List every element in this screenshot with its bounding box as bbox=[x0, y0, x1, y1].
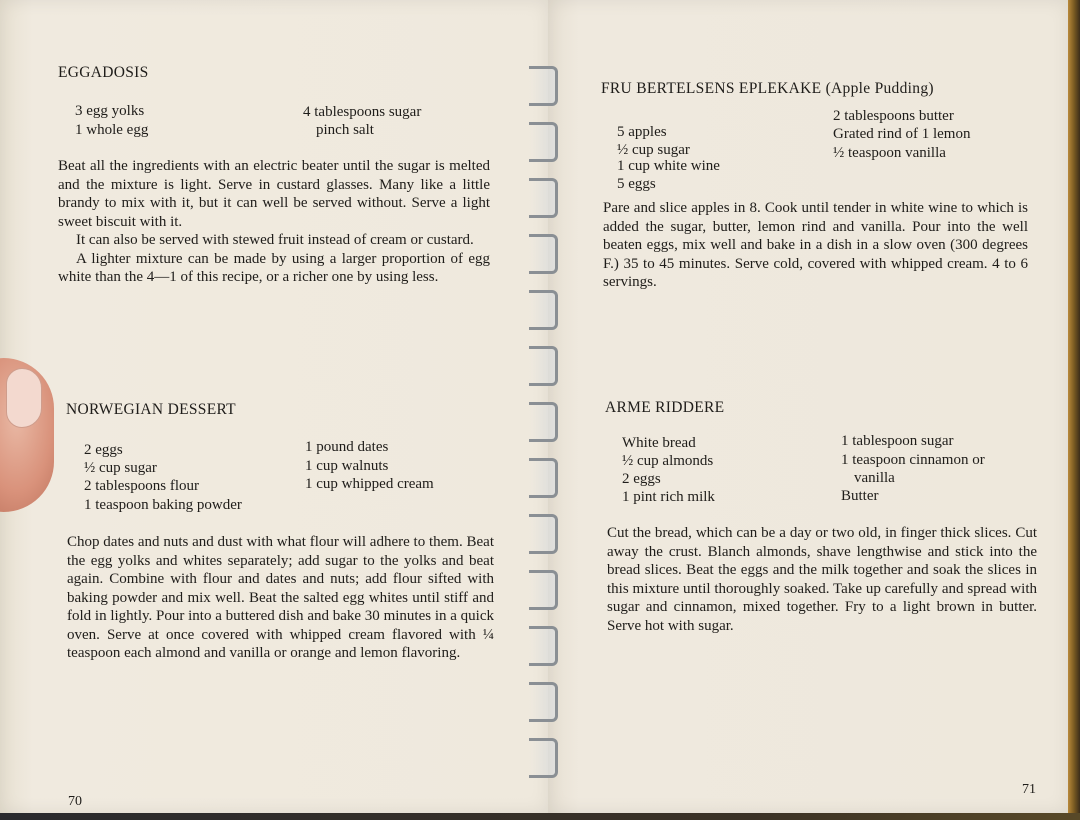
recipe-instructions-norwegian-dessert bbox=[67, 533, 494, 663]
ingredient: ½ cup sugar bbox=[617, 142, 690, 158]
binding-ring bbox=[529, 738, 558, 778]
binding-ring bbox=[529, 682, 558, 722]
ingredient: 2 eggs bbox=[622, 471, 661, 487]
binding-ring bbox=[529, 570, 558, 610]
instruction-paragraph: It can also be served with stewed fruit instead of cream or custard. bbox=[76, 232, 474, 248]
binding-ring bbox=[529, 234, 558, 274]
binding-ring bbox=[529, 66, 558, 106]
instruction-paragraph: Cut the bread, which can be a day or two old, in finger thick slices. Cut away the crust. Blanch almonds, shave lengthwise and stick into the bread slices. Beat the eggs and the milk together and soak the slices in this mixture until thoroughly soaked. Take up carefully and spread with sugar and cinnamon, mixed together. Fry to a light brown in butter. Serve hot with sugar. bbox=[607, 525, 1037, 634]
binding-ring bbox=[529, 346, 558, 386]
binding-ring bbox=[529, 122, 558, 162]
ingredient: 5 apples bbox=[617, 124, 667, 140]
binding-ring bbox=[529, 290, 558, 330]
ingredient: 1 cup white wine bbox=[617, 158, 720, 174]
recipe-title-arme-riddere: ARME RIDDERE bbox=[605, 399, 725, 416]
ingredient: 2 eggs bbox=[84, 442, 123, 458]
binding-ring bbox=[529, 514, 558, 554]
ingredient: 1 pint rich milk bbox=[622, 489, 715, 505]
ingredient: Grated rind of 1 lemon bbox=[833, 126, 971, 142]
ingredient: 1 cup walnuts bbox=[305, 458, 389, 474]
instruction-paragraph: Beat all the ingredients with an electric beater until the sugar is melted and the mixture is light. Serve in custard glasses. Many like a little brandy to mix with it, but it can well be served without. Serve a light sweet biscuit with it. bbox=[58, 158, 490, 230]
right-page bbox=[548, 0, 1068, 813]
recipe-title-fru-bertelsens-eplekake: FRU BERTELSENS EPLEKAKE (Apple Pudding) bbox=[601, 80, 934, 97]
ingredient: 1 whole egg bbox=[75, 122, 149, 138]
ingredient: 1 pound dates bbox=[305, 439, 389, 455]
page-number: 70 bbox=[68, 794, 82, 809]
ingredient: 1 tablespoon sugar bbox=[841, 433, 954, 449]
ingredient: ½ cup almonds bbox=[622, 453, 714, 469]
page-number: 71 bbox=[1022, 782, 1036, 797]
binding-ring bbox=[529, 402, 558, 442]
recipe-instructions-eggadosis bbox=[58, 157, 490, 287]
binding-ring bbox=[529, 178, 558, 218]
binding-ring bbox=[529, 626, 558, 666]
recipe-instructions-arme-riddere bbox=[607, 524, 1037, 635]
recipe-title-eggadosis: EGGADOSIS bbox=[58, 64, 149, 81]
instruction-paragraph: Chop dates and nuts and dust with what flour will adhere to them. Beat the egg yolks and whites separately; add sugar to the yolks and beat again. Combine with flour and dates and nuts; add flour sifted with baking powder and mix well. Beat the salted egg whites until stiff and fold in lightly. Pour into a buttered dish and bake 30 minutes in a quick oven. Serve at once covered with whipped cream flavored with ¼ teaspoon each almond and vanilla or orange and lemon flavoring. bbox=[67, 534, 494, 661]
thumb-photo bbox=[0, 358, 54, 512]
ingredient: 4 tablespoons sugar bbox=[303, 104, 422, 120]
ingredient: vanilla bbox=[854, 470, 895, 486]
book-edge-background bbox=[1068, 0, 1080, 813]
ingredient: 2 tablespoons butter bbox=[833, 108, 954, 124]
ingredient: pinch salt bbox=[316, 122, 374, 138]
ingredient: ½ teaspoon vanilla bbox=[833, 145, 946, 161]
spiral-binding bbox=[525, 60, 575, 820]
binding-ring bbox=[529, 458, 558, 498]
ingredient: 5 eggs bbox=[617, 176, 656, 192]
recipe-title-norwegian-dessert: NORWEGIAN DESSERT bbox=[66, 401, 236, 418]
ingredient: 1 teaspoon baking powder bbox=[84, 497, 242, 513]
ingredient: ½ cup sugar bbox=[84, 460, 157, 476]
recipe-instructions-eplekake bbox=[603, 199, 1028, 292]
ingredient: White bread bbox=[622, 435, 696, 451]
ingredient: 1 cup whipped cream bbox=[305, 476, 434, 492]
ingredient: 2 tablespoons flour bbox=[84, 478, 199, 494]
instruction-paragraph: Pare and slice apples in 8. Cook until tender in white wine to which is added the sugar, butter, lemon rind and vanilla. Pour into the well beaten eggs, mix well and bake in a dish in a slow oven (300 degrees F.) 35 to 45 minutes. Serve cold, covered with whipped cream. 4 to 6 servings. bbox=[603, 200, 1028, 290]
ingredient: 3 egg yolks bbox=[75, 103, 145, 119]
ingredient: 1 teaspoon cinnamon or bbox=[841, 452, 985, 468]
ingredient: Butter bbox=[841, 488, 879, 504]
instruction-paragraph: A lighter mixture can be made by using a larger proportion of egg white than the 4—1 of this recipe, or a richer one by using less. bbox=[58, 250, 490, 285]
